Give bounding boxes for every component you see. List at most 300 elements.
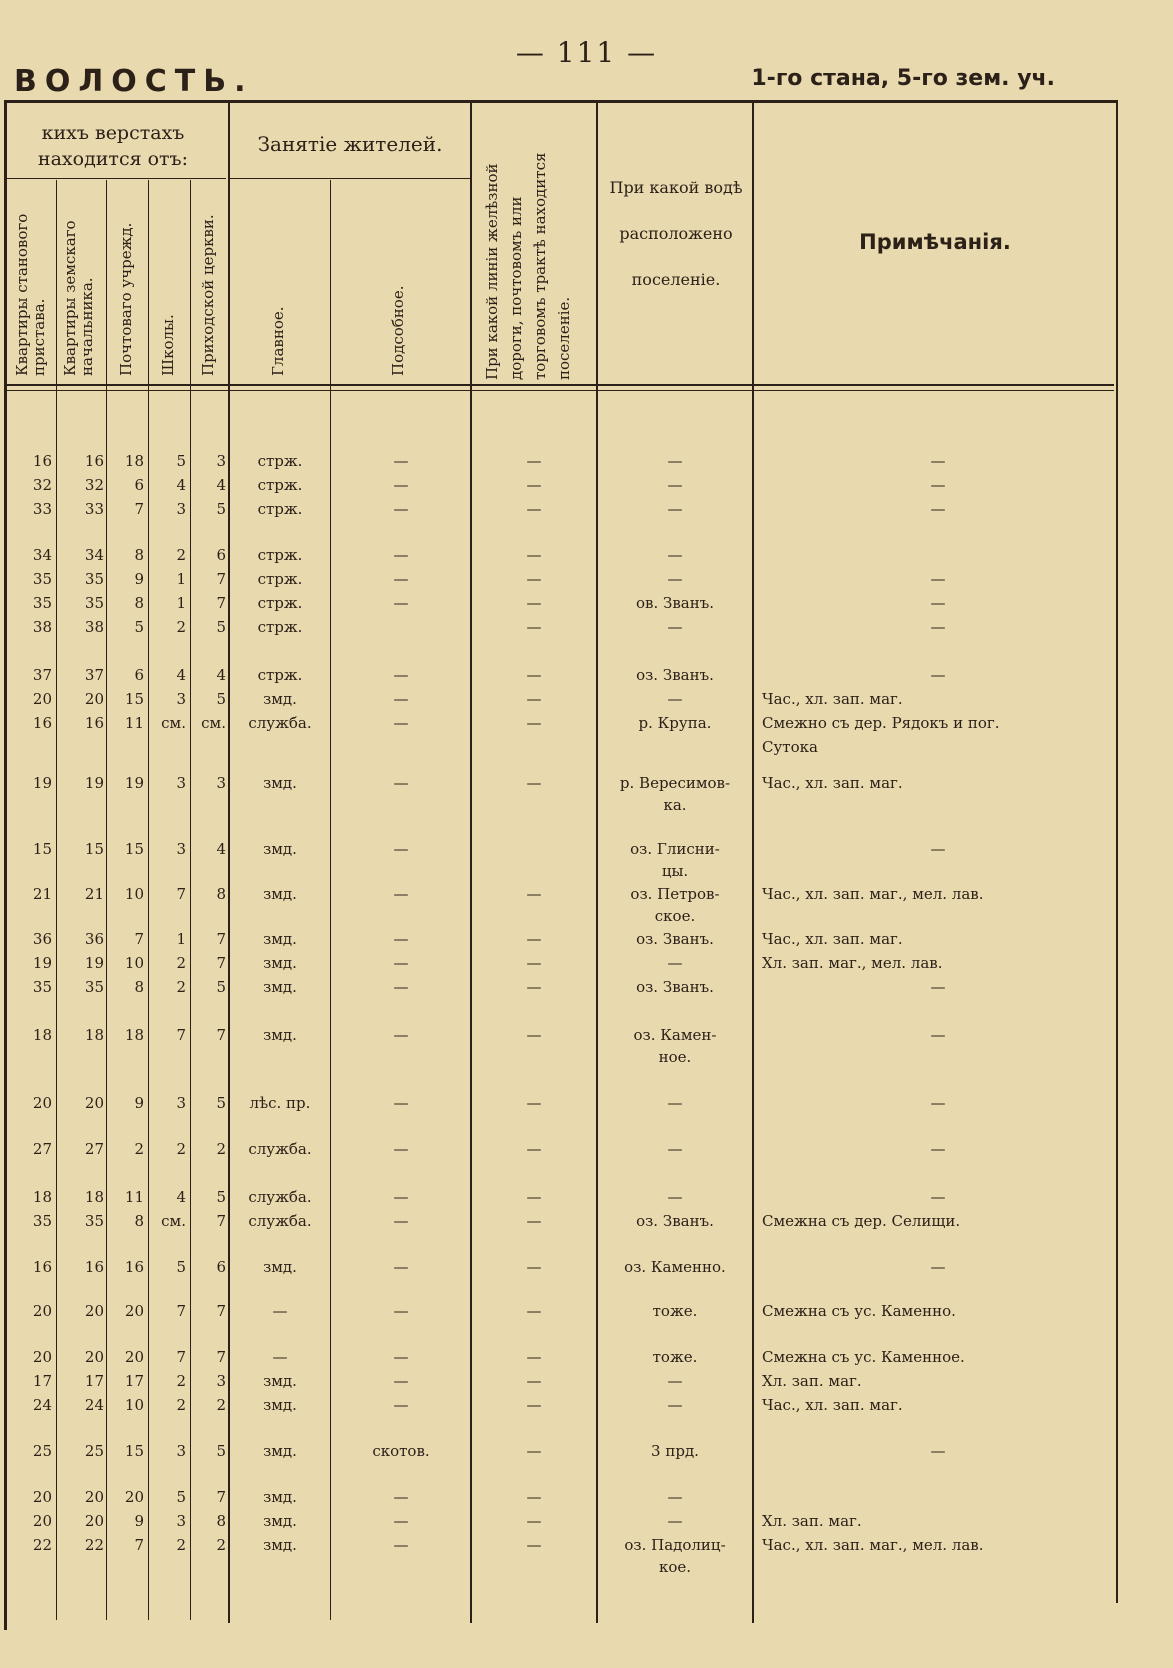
- col-divider: [596, 103, 598, 1623]
- distance-group-header: кихъ верстахъ находится отъ:: [37, 122, 189, 170]
- cell-c4: 4: [176, 476, 186, 494]
- cell-c3: 8: [134, 546, 144, 564]
- cell-water: оз. Званъ.: [636, 666, 714, 684]
- cell-c1: 38: [32, 618, 52, 636]
- cell-c1: 19: [32, 774, 52, 792]
- cell-aux: —: [393, 1212, 409, 1230]
- cell-aux: скотов.: [372, 1442, 430, 1460]
- cell-main: —: [272, 1302, 288, 1320]
- cell-road: —: [526, 618, 542, 636]
- cell-c3: 15: [124, 840, 144, 858]
- cell-note: Смежна съ ус. Каменное.: [762, 1348, 965, 1366]
- cell-c5: 7: [216, 954, 226, 972]
- cell-note: Час., хл. зап. маг.: [762, 690, 903, 708]
- cell-road: —: [526, 930, 542, 948]
- cell-main: стрж.: [257, 594, 303, 612]
- cell-note: —: [930, 618, 946, 636]
- cell-c4: 2: [176, 618, 186, 636]
- cell-note: —: [930, 978, 946, 996]
- col-divider: [190, 180, 191, 1620]
- cell-road: —: [526, 885, 542, 903]
- cell-aux: —: [393, 930, 409, 948]
- header-bottom-rule: [4, 384, 1114, 386]
- header-church: Приходской церкви.: [199, 214, 217, 376]
- cell-road: —: [526, 570, 542, 588]
- cell-road: —: [526, 1442, 542, 1460]
- cell-aux: —: [393, 1348, 409, 1366]
- cell-aux: —: [393, 1188, 409, 1206]
- cell-main: служба.: [248, 714, 312, 732]
- cell-aux: —: [393, 954, 409, 972]
- cell-aux: —: [393, 570, 409, 588]
- cell-c5: 7: [216, 930, 226, 948]
- cell-c2: 20: [84, 1302, 104, 1320]
- cell-water: оз. Глисни-: [630, 840, 720, 858]
- cell-aux: —: [393, 500, 409, 518]
- cell-water: —: [667, 690, 683, 708]
- cell-aux: —: [393, 1140, 409, 1158]
- cell-c5: 4: [216, 840, 226, 858]
- cell-c2: 21: [84, 885, 104, 903]
- cell-c1: 35: [32, 1212, 52, 1230]
- cell-c5: 3: [216, 774, 226, 792]
- cell-aux: —: [393, 1372, 409, 1390]
- cell-aux: —: [393, 546, 409, 564]
- cell-note: —: [930, 1094, 946, 1112]
- cell-road: —: [526, 1258, 542, 1276]
- cell-c2: 20: [84, 1348, 104, 1366]
- cell-road: —: [526, 690, 542, 708]
- cell-c1: 21: [32, 885, 52, 903]
- volost-heading: ВОЛОСТЬ.: [14, 64, 254, 99]
- cell-note: —: [930, 594, 946, 612]
- cell-c1: 37: [32, 666, 52, 684]
- header-stan: Квартиры станового пристава.: [13, 213, 48, 376]
- cell-c2: 17: [84, 1372, 104, 1390]
- cell-c1: 27: [32, 1140, 52, 1158]
- col-divider: [330, 180, 331, 1620]
- cell-c3: 11: [124, 1188, 144, 1206]
- cell-water: —: [667, 1396, 683, 1414]
- cell-c2: 16: [84, 1258, 104, 1276]
- cell-main: служба.: [248, 1188, 312, 1206]
- cell-c4: 3: [176, 500, 186, 518]
- cell-water-cont: кое.: [658, 1558, 692, 1576]
- cell-c1: 35: [32, 978, 52, 996]
- cell-c5: 5: [216, 500, 226, 518]
- cell-water: —: [667, 954, 683, 972]
- cell-aux: —: [393, 1536, 409, 1554]
- cell-c2: 34: [84, 546, 104, 564]
- cell-note: Смежна съ дер. Селищи.: [762, 1212, 961, 1230]
- cell-c5: 7: [216, 594, 226, 612]
- cell-main: служба.: [248, 1212, 312, 1230]
- cell-water: —: [667, 1094, 683, 1112]
- cell-c5: см.: [201, 714, 226, 732]
- cell-main: змд.: [263, 1512, 297, 1530]
- cell-c5: 5: [216, 690, 226, 708]
- cell-water-cont: ное.: [658, 1048, 692, 1066]
- cell-note: Час., хл. зап. маг., мел. лав.: [762, 1536, 984, 1554]
- cell-c4: 5: [176, 452, 186, 470]
- cell-c4: 3: [176, 1094, 186, 1112]
- header-zemsk: Квартиры земскаго начальника.: [61, 220, 96, 376]
- cell-c2: 20: [84, 690, 104, 708]
- cell-c5: 8: [216, 1512, 226, 1530]
- cell-main: змд.: [263, 840, 297, 858]
- cell-c4: 3: [176, 1512, 186, 1530]
- cell-aux: —: [393, 594, 409, 612]
- cell-c5: 6: [216, 1258, 226, 1276]
- cell-c3: 11: [124, 714, 144, 732]
- cell-c3: 10: [124, 954, 144, 972]
- cell-c2: 20: [84, 1094, 104, 1112]
- cell-c5: 5: [216, 978, 226, 996]
- cell-road: —: [526, 452, 542, 470]
- cell-aux: —: [393, 1302, 409, 1320]
- header-notes: Примѣчанія.: [859, 230, 1011, 254]
- col-divider: [470, 103, 472, 1623]
- cell-water: —: [667, 570, 683, 588]
- cell-road: —: [526, 546, 542, 564]
- cell-note: Час., хл. зап. маг.: [762, 930, 903, 948]
- cell-c1: 20: [32, 1512, 52, 1530]
- cell-c4: 2: [176, 1372, 186, 1390]
- cell-main: змд.: [263, 1488, 297, 1506]
- cell-road: —: [526, 594, 542, 612]
- header-post: Почтоваго учрежд.: [117, 222, 135, 376]
- right-border: [1116, 103, 1118, 1603]
- cell-water: —: [667, 1488, 683, 1506]
- cell-note: Час., хл. зап. маг.: [762, 774, 903, 792]
- cell-main: —: [272, 1348, 288, 1366]
- cell-c4: 2: [176, 978, 186, 996]
- cell-note: —: [930, 1188, 946, 1206]
- cell-c2: 24: [84, 1396, 104, 1414]
- cell-water: тоже.: [652, 1348, 698, 1366]
- cell-c1: 16: [32, 452, 52, 470]
- cell-road: —: [526, 1212, 542, 1230]
- cell-main: лѣс. пр.: [249, 1094, 311, 1112]
- cell-road: —: [526, 774, 542, 792]
- cell-c4: 3: [176, 774, 186, 792]
- cell-c2: 20: [84, 1488, 104, 1506]
- cell-c4: 1: [176, 594, 186, 612]
- cell-c4: 5: [176, 1488, 186, 1506]
- cell-c4: 7: [176, 1348, 186, 1366]
- cell-main: змд.: [263, 1536, 297, 1554]
- cell-road: —: [526, 1140, 542, 1158]
- cell-water: —: [667, 618, 683, 636]
- cell-road: —: [526, 476, 542, 494]
- cell-c2: 33: [84, 500, 104, 518]
- cell-c1: 20: [32, 690, 52, 708]
- cell-main: змд.: [263, 930, 297, 948]
- cell-water: —: [667, 546, 683, 564]
- cell-road: —: [526, 1188, 542, 1206]
- header-water: При какой водѣ расположено поселеніе.: [609, 178, 743, 289]
- cell-water: р. Крупа.: [638, 714, 712, 732]
- cell-road: —: [526, 1488, 542, 1506]
- cell-c2: 38: [84, 618, 104, 636]
- cell-note: Хл. зап. маг.: [762, 1372, 862, 1390]
- cell-c2: 19: [84, 774, 104, 792]
- cell-c1: 22: [32, 1536, 52, 1554]
- cell-c4: 4: [176, 666, 186, 684]
- occupation-group-header: Занятіе жителей.: [257, 132, 443, 156]
- cell-c3: 2: [134, 1140, 144, 1158]
- cell-note: —: [930, 666, 946, 684]
- cell-c1: 19: [32, 954, 52, 972]
- cell-aux: —: [393, 1396, 409, 1414]
- cell-main: змд.: [263, 978, 297, 996]
- cell-main: змд.: [263, 1396, 297, 1414]
- cell-c4: 2: [176, 1396, 186, 1414]
- cell-aux: —: [393, 476, 409, 494]
- cell-c2: 22: [84, 1536, 104, 1554]
- cell-road: —: [526, 1348, 542, 1366]
- cell-c3: 20: [124, 1488, 144, 1506]
- cell-note: Час., хл. зап. маг., мел. лав.: [762, 885, 984, 903]
- cell-water: оз. Петров-: [630, 885, 720, 903]
- cell-c3: 6: [134, 666, 144, 684]
- cell-aux: —: [393, 1094, 409, 1112]
- cell-note: —: [930, 500, 946, 518]
- col-divider: [228, 103, 230, 1623]
- cell-c2: 32: [84, 476, 104, 494]
- cell-main: змд.: [263, 1372, 297, 1390]
- cell-c5: 5: [216, 618, 226, 636]
- header-road: При какой линіи желѣзной дороги, почтовомъ или торговомъ трактѣ находится поселеніе.: [483, 152, 573, 380]
- cell-c3: 19: [124, 774, 144, 792]
- cell-c5: 5: [216, 1442, 226, 1460]
- cell-main: стрж.: [257, 452, 303, 470]
- cell-water: ов. Званъ.: [635, 594, 715, 612]
- cell-c4: 2: [176, 1140, 186, 1158]
- cell-water: —: [667, 500, 683, 518]
- cell-c1: 24: [32, 1396, 52, 1414]
- cell-note: —: [930, 476, 946, 494]
- cell-c2: 15: [84, 840, 104, 858]
- cell-main: стрж.: [257, 476, 303, 494]
- cell-note: Хл. зап. маг.: [762, 1512, 862, 1530]
- cell-water: —: [667, 1140, 683, 1158]
- cell-main: змд.: [263, 954, 297, 972]
- cell-c5: 2: [216, 1140, 226, 1158]
- cell-water: оз. Каменно.: [624, 1258, 726, 1276]
- cell-aux: —: [393, 1488, 409, 1506]
- cell-water: тоже.: [652, 1302, 698, 1320]
- cell-road: —: [526, 978, 542, 996]
- cell-aux: —: [393, 774, 409, 792]
- cell-c3: 8: [134, 594, 144, 612]
- col-divider: [56, 180, 57, 1620]
- cell-water: оз. Камен-: [633, 1026, 717, 1044]
- cell-road: —: [526, 500, 542, 518]
- page-number: — 111 —: [515, 36, 658, 69]
- cell-c3: 15: [124, 690, 144, 708]
- cell-main: змд.: [263, 690, 297, 708]
- cell-c5: 3: [216, 1372, 226, 1390]
- header-main: Главное.: [269, 306, 287, 376]
- cell-c1: 33: [32, 500, 52, 518]
- cell-main: змд.: [263, 1026, 297, 1044]
- cell-c3: 5: [134, 618, 144, 636]
- cell-c1: 35: [32, 570, 52, 588]
- cell-note: Хл. зап. маг., мел. лав.: [762, 954, 943, 972]
- cell-c4: 7: [176, 885, 186, 903]
- cell-c2: 37: [84, 666, 104, 684]
- cell-road: —: [526, 1372, 542, 1390]
- cell-c4: см.: [161, 714, 186, 732]
- cell-road: —: [526, 1026, 542, 1044]
- cell-main: стрж.: [257, 546, 303, 564]
- cell-aux: —: [393, 978, 409, 996]
- cell-road: —: [526, 1094, 542, 1112]
- cell-c1: 16: [32, 1258, 52, 1276]
- cell-c5: 3: [216, 452, 226, 470]
- cell-c5: 5: [216, 1188, 226, 1206]
- cell-aux: —: [393, 666, 409, 684]
- cell-c4: 2: [176, 1536, 186, 1554]
- cell-c2: 16: [84, 452, 104, 470]
- cell-c4: 7: [176, 1026, 186, 1044]
- cell-c4: 1: [176, 930, 186, 948]
- cell-main: стрж.: [257, 570, 303, 588]
- cell-c3: 18: [124, 1026, 144, 1044]
- cell-water: 3 прд.: [651, 1442, 699, 1460]
- cell-main: змд.: [263, 885, 297, 903]
- cell-water-cont: ка.: [663, 796, 687, 814]
- cell-c4: 3: [176, 1442, 186, 1460]
- cell-c4: 2: [176, 954, 186, 972]
- cell-note-cont: Сутока: [762, 738, 818, 756]
- cell-main: змд.: [263, 1442, 297, 1460]
- cell-c2: 16: [84, 714, 104, 732]
- cell-c3: 7: [134, 930, 144, 948]
- cell-c4: 7: [176, 1302, 186, 1320]
- cell-water-cont: ское.: [654, 907, 696, 925]
- cell-main: змд.: [263, 774, 297, 792]
- cell-c4: см.: [161, 1212, 186, 1230]
- cell-road: —: [526, 1396, 542, 1414]
- cell-c5: 7: [216, 1302, 226, 1320]
- cell-c5: 7: [216, 570, 226, 588]
- col-divider: [106, 180, 107, 1620]
- header-aux: Подсобное.: [389, 285, 407, 376]
- cell-road: —: [526, 954, 542, 972]
- cell-c3: 7: [134, 1536, 144, 1554]
- cell-c1: 20: [32, 1302, 52, 1320]
- cell-c3: 20: [124, 1302, 144, 1320]
- cell-aux: —: [393, 885, 409, 903]
- cell-c1: 18: [32, 1026, 52, 1044]
- cell-main: стрж.: [257, 500, 303, 518]
- cell-note: —: [930, 452, 946, 470]
- cell-water: оз. Званъ.: [636, 930, 714, 948]
- cell-c1: 36: [32, 930, 52, 948]
- top-rule: [4, 100, 1118, 103]
- cell-main: змд.: [263, 1258, 297, 1276]
- cell-c3: 17: [124, 1372, 144, 1390]
- cell-road: —: [526, 666, 542, 684]
- cell-c1: 35: [32, 594, 52, 612]
- cell-c1: 17: [32, 1372, 52, 1390]
- cell-c5: 8: [216, 885, 226, 903]
- cell-c3: 6: [134, 476, 144, 494]
- cell-c1: 18: [32, 1188, 52, 1206]
- cell-c4: 1: [176, 570, 186, 588]
- stan-heading: 1-го стана, 5-го зем. уч.: [751, 66, 1055, 91]
- header-school: Школы.: [159, 314, 177, 376]
- cell-c3: 8: [134, 1212, 144, 1230]
- cell-c5: 7: [216, 1348, 226, 1366]
- cell-road: —: [526, 1536, 542, 1554]
- cell-c2: 20: [84, 1512, 104, 1530]
- cell-note: —: [930, 1258, 946, 1276]
- cell-c3: 7: [134, 500, 144, 518]
- cell-c4: 4: [176, 1188, 186, 1206]
- cell-c3: 20: [124, 1348, 144, 1366]
- cell-c2: 18: [84, 1188, 104, 1206]
- cell-c5: 2: [216, 1536, 226, 1554]
- cell-road: —: [526, 714, 542, 732]
- cell-note: —: [930, 570, 946, 588]
- cell-c5: 7: [216, 1212, 226, 1230]
- cell-c5: 4: [216, 476, 226, 494]
- cell-water: —: [667, 476, 683, 494]
- cell-c4: 5: [176, 1258, 186, 1276]
- cell-water: оз. Званъ.: [636, 978, 714, 996]
- cell-c2: 35: [84, 594, 104, 612]
- cell-c3: 9: [134, 570, 144, 588]
- cell-road: —: [526, 1512, 542, 1530]
- cell-c1: 34: [32, 546, 52, 564]
- cell-c5: 7: [216, 1488, 226, 1506]
- cell-c1: 20: [32, 1488, 52, 1506]
- cell-c2: 18: [84, 1026, 104, 1044]
- cell-c4: 3: [176, 690, 186, 708]
- cell-c2: 27: [84, 1140, 104, 1158]
- cell-note: —: [930, 1140, 946, 1158]
- occupation-group-rule: [230, 178, 470, 179]
- cell-c4: 2: [176, 546, 186, 564]
- cell-water: р. Вересимов-: [619, 774, 731, 792]
- col-divider: [752, 103, 754, 1623]
- cell-c2: 25: [84, 1442, 104, 1460]
- cell-water: —: [667, 1188, 683, 1206]
- cell-note: Смежна съ ус. Каменно.: [762, 1302, 956, 1320]
- cell-aux: —: [393, 840, 409, 858]
- cell-c3: 16: [124, 1258, 144, 1276]
- cell-c3: 10: [124, 1396, 144, 1414]
- col-divider: [148, 180, 149, 1620]
- cell-aux: —: [393, 690, 409, 708]
- cell-c2: 36: [84, 930, 104, 948]
- cell-note: Смежно съ дер. Рядокъ и пог.: [762, 714, 1000, 732]
- cell-c3: 10: [124, 885, 144, 903]
- cell-main: стрж.: [257, 618, 303, 636]
- cell-water: оз. Падолиц-: [624, 1536, 726, 1554]
- cell-water: —: [667, 1372, 683, 1390]
- cell-aux: —: [393, 1512, 409, 1530]
- cell-main: стрж.: [257, 666, 303, 684]
- cell-c1: 15: [32, 840, 52, 858]
- header-bottom-rule-2: [4, 390, 1114, 391]
- cell-c2: 19: [84, 954, 104, 972]
- cell-aux: —: [393, 1258, 409, 1276]
- cell-water: —: [667, 1512, 683, 1530]
